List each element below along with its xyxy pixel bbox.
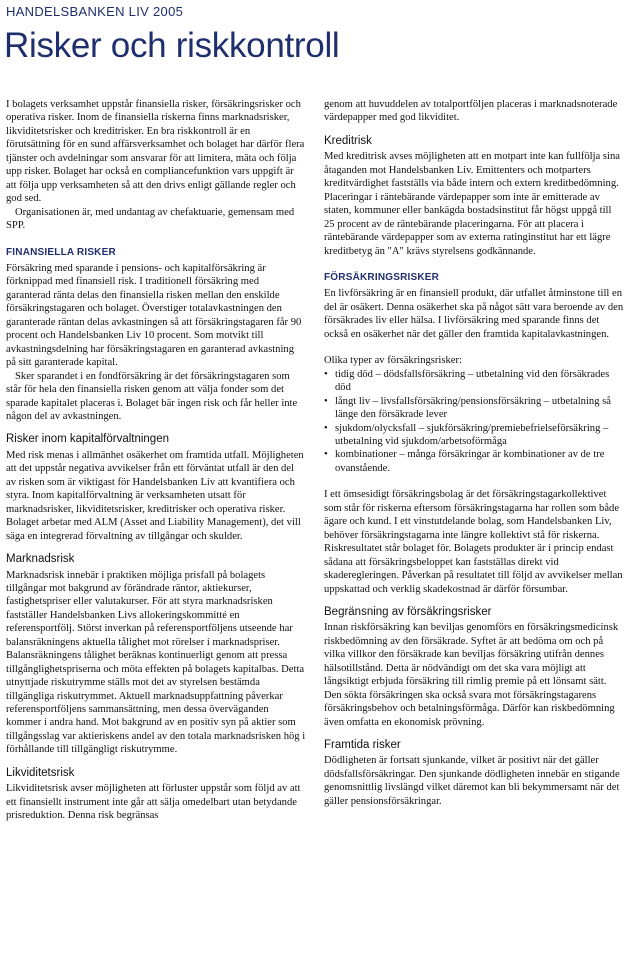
kapitalforvaltning-paragraph: Med risk menas i allmänhet osäkerhet om framtida utfall. Möjligheten att det uppstår negativa avvikelser från ett förväntat utfall är den del av risken som är viktigast för Handelsbanken Liv att kvantifiera och styra. Inom kapitalförvaltning är verksamheten utsatt för marknadsrisker, likviditetsrisker, kreditrisker och operativa risker. Bolaget arbetar med ALM (Asset and Liability Management), det vill säga en integrerad förvaltning av tillgångar och skulder.	[6, 449, 304, 542]
risk-list-intro: Olika typer av försäkringsrisker:	[324, 355, 462, 367]
list-item: • sjukdom/olycksfall – sjukförsäkring/premiebefrielseförsäkring – utbetalning vid sjukdom/arbetsoförmåga	[324, 422, 624, 449]
subheading-framtida-risker: Framtida risker	[324, 739, 401, 752]
framtida-risker-paragraph: Dödligheten är fortsatt sjunkande, vilket är positivt när det gäller dödsfallsförsäkringar. Den sjunkande dödligheten innebär en stigande genomsnittlig livslängd vilket däremot kan bli bekymmersamt när det gäller pensionsförsäkringar.	[324, 755, 620, 807]
right-column	[324, 98, 624, 808]
section-heading-finansiella-risker: FINANSIELLA RISKER	[6, 246, 116, 258]
likviditetsrisk-paragraph: Likviditetsrisk avser möjligheten att förluster uppstår som följd av att ett finansiellt instrument inte går att sälja omedelbart utan betydande prisreduktion. Denna risk begränsas	[6, 783, 301, 822]
subheading-begransning: Begränsning av försäkringsrisker	[324, 605, 492, 618]
list-item: • långt liv – livsfallsförsäkring/pensionsförsäkring – utbetalning så länge den försäkrade lever	[324, 395, 624, 422]
list-item: • kombinationer – många försäkringar är kombinationer av de tre ovanstående.	[324, 448, 624, 475]
list-item: • tidig död – dödsfallsförsäkring – utbetalning vid den försäkrades död	[324, 368, 624, 395]
kreditrisk-paragraph: Med kreditrisk avses möjligheten att en motpart inte kan fullfölja sina åtaganden mot Handelsbanken Liv. Emittenters och motparters kreditvärdighet fastställs via både intern och extern kreditbedömning. Placeringar i räntebärande värdepapper som inte är emitterade av staten, kommuner eller bankägda bostadsinstitut får högst uppgå till 25 procent av de räntebärande placeringarna. För att placera i räntebärande värdepapper som av externa ratinginstitut har ett lägre kreditbetyg än "A" krävs styrelsens godkännande.	[324, 151, 620, 257]
subheading-kapitalforvaltning: Risker inom kapitalförvaltningen	[6, 433, 169, 446]
intro-paragraph-2: Organisationen är, med undantag av chefaktuarie, gemensam med SPP.	[6, 206, 295, 232]
forsakringsrisker-paragraph-2: I ett ömsesidigt försäkringsbolag är det försäkringstagarkollektivet som står för riskerna eftersom försäkringstagarna har rollen som både ägare och kund. I ett vinstutdelande bolag, som Handelsbanken Liv, behöver försäkringstagarna inte längre kollektivt stå för riskerna. Riskresultatet står bolaget för. Bolagets produkter är i princip endast sådana att försäkringsbeloppet kan fastställas direkt vid skaderegleringen. Påverkan på resultatet till följd av avvikelser mellan uppskattad och verklig skadekostnad är därför försumbar.	[324, 489, 623, 595]
risk-type-list	[324, 368, 624, 476]
likviditetsrisk-continued: genom att huvuddelen av totalportföljen placeras i marknadsnoterade värdepapper med god likviditet.	[324, 99, 618, 124]
intro-paragraph: I bolagets verksamhet uppstår finansiella risker, försäkringsrisker och operativa risker. Inom de finansiella riskerna finns marknadsrisker, likviditetsrisker och kreditrisker. En bra riskkontroll är en förutsättning för en sund affärsverksamhet och bolaget har därför flera tjänster och avdelningar som ansvarar för att limitera, mäta och följa upp risker. Bolaget har också en compliancefunktion vars uppgift är att följa upp verksamheten så att den drivs enligt gällande regler och god sed.	[6, 99, 305, 205]
subheading-marknadsrisk: Marknadsrisk	[6, 553, 75, 566]
left-column	[6, 98, 306, 823]
begransning-paragraph: Innan riskförsäkring kan beviljas genomförs en försäkringsmedicinsk riskbedömning av den försäkrade. Syftet är att bedöma om och på vilka villkor den försäkrade kan beviljas försäkring utifrån dennes hälsotillstånd. Detta är nödvändigt om det ska vara möjligt att långsiktigt erbjuda försäkring till rimlig premie på ett lönsamt sätt. Den sökta försäkringen ska också svara mot försäkringstagarens försäkringsbehov och betalningsförmåga. Därför kan riskbedömning även omfatta en ekonomisk prövning.	[324, 622, 619, 728]
forsakringsrisker-paragraph: En livförsäkring är en finansiell produkt, där utfallet åtminstone till en del är osäkert. Denna osäkerhet ska på något sätt vara beroende av den försäkrades liv eller hälsa. I livförsäkring med sparande finns det också en osäkerhet när det gäller den framtida kapitalavkastningen.	[324, 288, 624, 340]
subheading-likviditetsrisk: Likviditetsrisk	[6, 766, 75, 779]
marknadsrisk-paragraph: Marknadsrisk innebär i praktiken möjliga prisfall på bolagets tillgångar mot bakgrund av förändrade räntor, aktiekurser, fastighetspriser eller valutakurser. För att styra marknadsrisken fastställer Handelsbanken Livs allokeringskommitté en referensportfölj. Störst inverkan på referensportföljens utseende har balansräkningens aktuella tålighet mot rörelser i marknadspriser. Balansräkningens tålighet beräknas kontinuerligt genom att pressa tillgånglighetspriserna och möta effekten på bolagets kapitalbas. Detta utnyttjade riskutrymme ställs mot det av styrelsen bestämda tillgängliga riskutrymmet. Aktuell marknadsuppfattning påverkar referensportföljens sammansättning, men dessa överväganden kommer i andra hand. Mot bakgrund av en positiv syn på aktier som tillgångsslag var aktieriskens andel av den totala marknadsrisken hög i förhållande till tillgängligt riskutrymme.	[6, 569, 306, 756]
finansiella-paragraph-2: Sker sparandet i en fondförsäkring är det försäkringstagaren som står för hela den finansiella risken genom att välja fonder som det sparade kapitalet placeras i. Bolaget bär ingen risk och får heller inte någon del av avkastningen.	[6, 370, 298, 422]
finansiella-paragraph: Försäkring med sparande i pensions- och kapitalförsäkring är förknippad med finansiell risk. I traditionell försäkring med garanterad ränta delas den finansiella risken mellan den enskilde försäkringstagaren och bolaget. Överstiger totalavkastningen den garanterade räntan delas avkastningen så att försäkringstagaren får 90 procent och Handelsbanken Liv 10 procent. Som motvikt till avkastningsdelning har försäkringstagaren en garanterad avkastning på sitt garanterade kapital.	[6, 262, 302, 369]
subheading-kreditrisk: Kreditrisk	[324, 134, 372, 147]
section-heading-forsakringsrisker: FÖRSÄKRINGSRISKER	[324, 271, 440, 283]
page-title: Risker och riskkontroll	[4, 26, 340, 65]
running-head: HANDELSBANKEN LIV 2005	[6, 4, 184, 19]
